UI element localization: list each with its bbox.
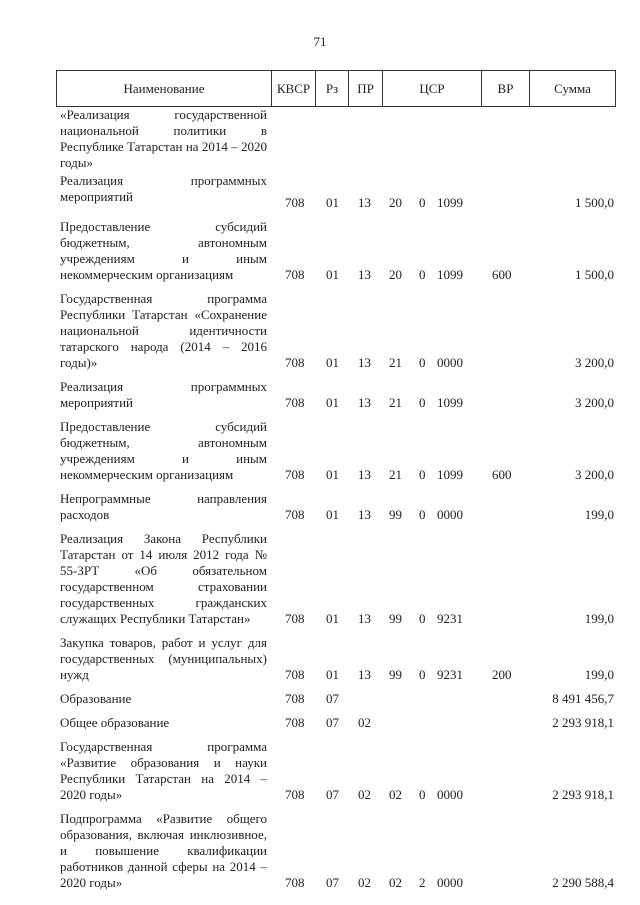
row-kvsr: 708 bbox=[285, 267, 305, 282]
row-rz: 01 bbox=[326, 611, 339, 626]
row-name: «Реализация государственной национальной политики в Республике Татарстан на 2014 – 2020 годы» bbox=[60, 107, 267, 170]
row-pr: 02 bbox=[358, 787, 371, 802]
row-csr-direction: 9231 bbox=[437, 611, 463, 626]
row-csr-subprogram: 0 bbox=[419, 787, 426, 802]
row-csr-direction: 0000 bbox=[437, 355, 463, 370]
row-csr-direction: 1099 bbox=[437, 395, 463, 410]
row-csr-direction: 9231 bbox=[437, 667, 463, 682]
row-name: Реализация программных мероприятий bbox=[60, 379, 267, 410]
row-vr: 200 bbox=[492, 667, 512, 682]
row-sum: 1 500,0 bbox=[575, 267, 614, 282]
row-name: Реализация программных мероприятий bbox=[60, 173, 267, 204]
table-row bbox=[56, 107, 616, 171]
row-name: Государственная программа «Развитие образования и науки Республики Татарстан на 2014 – 2020 годы» bbox=[60, 739, 267, 802]
row-csr-subprogram: 0 bbox=[419, 267, 426, 282]
table-row bbox=[56, 291, 616, 371]
row-kvsr: 708 bbox=[285, 611, 305, 626]
row-kvsr: 708 bbox=[285, 395, 305, 410]
table-row bbox=[56, 691, 616, 707]
row-rz: 07 bbox=[326, 715, 339, 730]
row-kvsr: 708 bbox=[285, 667, 305, 682]
row-csr-direction: 0000 bbox=[437, 507, 463, 522]
row-csr-subprogram: 0 bbox=[419, 467, 426, 482]
row-csr-program: 20 bbox=[389, 195, 402, 210]
table-row bbox=[56, 531, 616, 627]
row-rz: 01 bbox=[326, 267, 339, 282]
row-name: Реализация Закона Республики Татарстан от 14 июля 2012 года № 55-ЗРТ «Об обязательном государственном страховании государственных гражданских служащих Республики Татарстан» bbox=[60, 531, 267, 626]
row-sum: 2 293 918,1 bbox=[552, 715, 614, 730]
row-pr: 13 bbox=[358, 467, 371, 482]
row-rz: 01 bbox=[326, 395, 339, 410]
table-row bbox=[56, 811, 616, 891]
row-sum: 1 500,0 bbox=[575, 195, 614, 210]
row-name: Образование bbox=[60, 691, 132, 706]
column-header-sum: Сумма bbox=[554, 81, 591, 96]
row-csr-program: 21 bbox=[389, 395, 402, 410]
row-vr: 600 bbox=[492, 467, 512, 482]
column-header-name: Наименование bbox=[57, 71, 272, 106]
row-pr: 02 bbox=[358, 875, 371, 890]
row-csr-program: 02 bbox=[389, 875, 402, 890]
row-name: Предоставление субсидий бюджетным, автономным учреждениям и иным некоммерческим организациям bbox=[60, 219, 267, 282]
row-pr: 13 bbox=[358, 267, 371, 282]
page-number: 71 bbox=[313, 34, 327, 49]
row-kvsr: 708 bbox=[285, 195, 305, 210]
row-csr-direction: 1099 bbox=[437, 195, 463, 210]
column-header-csr: ЦСР bbox=[383, 71, 482, 106]
row-csr-program: 20 bbox=[389, 267, 402, 282]
row-kvsr: 708 bbox=[285, 507, 305, 522]
column-header-pr: ПР bbox=[349, 71, 383, 106]
column-header-kvsr: КВСР bbox=[272, 71, 316, 106]
row-rz: 01 bbox=[326, 667, 339, 682]
row-sum: 199,0 bbox=[584, 507, 614, 522]
row-name: Общее образование bbox=[60, 715, 170, 730]
row-name: Государственная программа Республики Татарстан «Сохранение национальной идентичности татарского народа (2014 – 2016 годы)» bbox=[60, 291, 267, 370]
row-csr-program: 21 bbox=[389, 355, 402, 370]
row-kvsr: 708 bbox=[285, 787, 305, 802]
row-rz: 07 bbox=[326, 875, 339, 890]
row-kvsr: 708 bbox=[285, 691, 305, 706]
row-pr: 13 bbox=[358, 195, 371, 210]
table-row bbox=[56, 379, 616, 411]
row-csr-program: 99 bbox=[389, 507, 402, 522]
table-body bbox=[56, 107, 616, 891]
table-row bbox=[56, 715, 616, 731]
row-kvsr: 708 bbox=[285, 467, 305, 482]
row-vr: 600 bbox=[492, 267, 512, 282]
row-sum: 199,0 bbox=[584, 611, 614, 626]
row-pr: 13 bbox=[358, 355, 371, 370]
row-csr-program: 21 bbox=[389, 467, 402, 482]
table-row bbox=[56, 173, 616, 211]
row-csr-subprogram: 0 bbox=[419, 395, 426, 410]
row-sum: 8 491 456,7 bbox=[552, 691, 614, 706]
row-sum: 3 200,0 bbox=[575, 355, 614, 370]
table-row bbox=[56, 219, 616, 283]
row-pr: 13 bbox=[358, 395, 371, 410]
row-rz: 01 bbox=[326, 195, 339, 210]
row-csr-subprogram: 0 bbox=[419, 667, 426, 682]
row-rz: 01 bbox=[326, 467, 339, 482]
row-csr-subprogram: 2 bbox=[419, 875, 426, 890]
row-csr-program: 02 bbox=[389, 787, 402, 802]
row-csr-direction: 1099 bbox=[437, 467, 463, 482]
row-csr-subprogram: 0 bbox=[419, 195, 426, 210]
row-name: Непрограммные направления расходов bbox=[60, 491, 267, 522]
row-pr: 13 bbox=[358, 611, 371, 626]
row-csr-direction: 0000 bbox=[437, 875, 463, 890]
row-csr-program: 99 bbox=[389, 611, 402, 626]
row-csr-direction: 1099 bbox=[437, 267, 463, 282]
row-name: Предоставление субсидий бюджетным, автономным учреждениям и иным некоммерческим организациям bbox=[60, 419, 267, 482]
row-sum: 199,0 bbox=[584, 667, 614, 682]
row-kvsr: 708 bbox=[285, 715, 305, 730]
row-pr: 13 bbox=[358, 667, 371, 682]
row-sum: 3 200,0 bbox=[575, 467, 614, 482]
table-row bbox=[56, 739, 616, 803]
row-pr: 02 bbox=[358, 715, 371, 730]
row-rz: 01 bbox=[326, 507, 339, 522]
row-sum: 3 200,0 bbox=[575, 395, 614, 410]
row-sum: 2 290 588,4 bbox=[552, 875, 614, 890]
row-csr-subprogram: 0 bbox=[419, 507, 426, 522]
row-sum: 2 293 918,1 bbox=[552, 787, 614, 802]
column-header-rz: Рз bbox=[316, 71, 349, 106]
row-csr-program: 99 bbox=[389, 667, 402, 682]
column-header-vr: ВР bbox=[482, 71, 530, 106]
table-row bbox=[56, 491, 616, 523]
row-name: Закупка товаров, работ и услуг для государственных (муниципальных) нужд bbox=[60, 635, 267, 682]
row-kvsr: 708 bbox=[285, 355, 305, 370]
row-csr-subprogram: 0 bbox=[419, 355, 426, 370]
table-row bbox=[56, 635, 616, 683]
row-name: Подпрограмма «Развитие общего образования, включая инклюзивное, и повышение квалификации работников данной сферы на 2014 – 2020 годы» bbox=[60, 811, 267, 890]
table-header bbox=[56, 70, 616, 107]
table-row bbox=[56, 419, 616, 483]
row-rz: 01 bbox=[326, 355, 339, 370]
row-rz: 07 bbox=[326, 787, 339, 802]
row-csr-subprogram: 0 bbox=[419, 611, 426, 626]
row-csr-direction: 0000 bbox=[437, 787, 463, 802]
row-rz: 07 bbox=[326, 691, 339, 706]
row-pr: 13 bbox=[358, 507, 371, 522]
row-kvsr: 708 bbox=[285, 875, 305, 890]
